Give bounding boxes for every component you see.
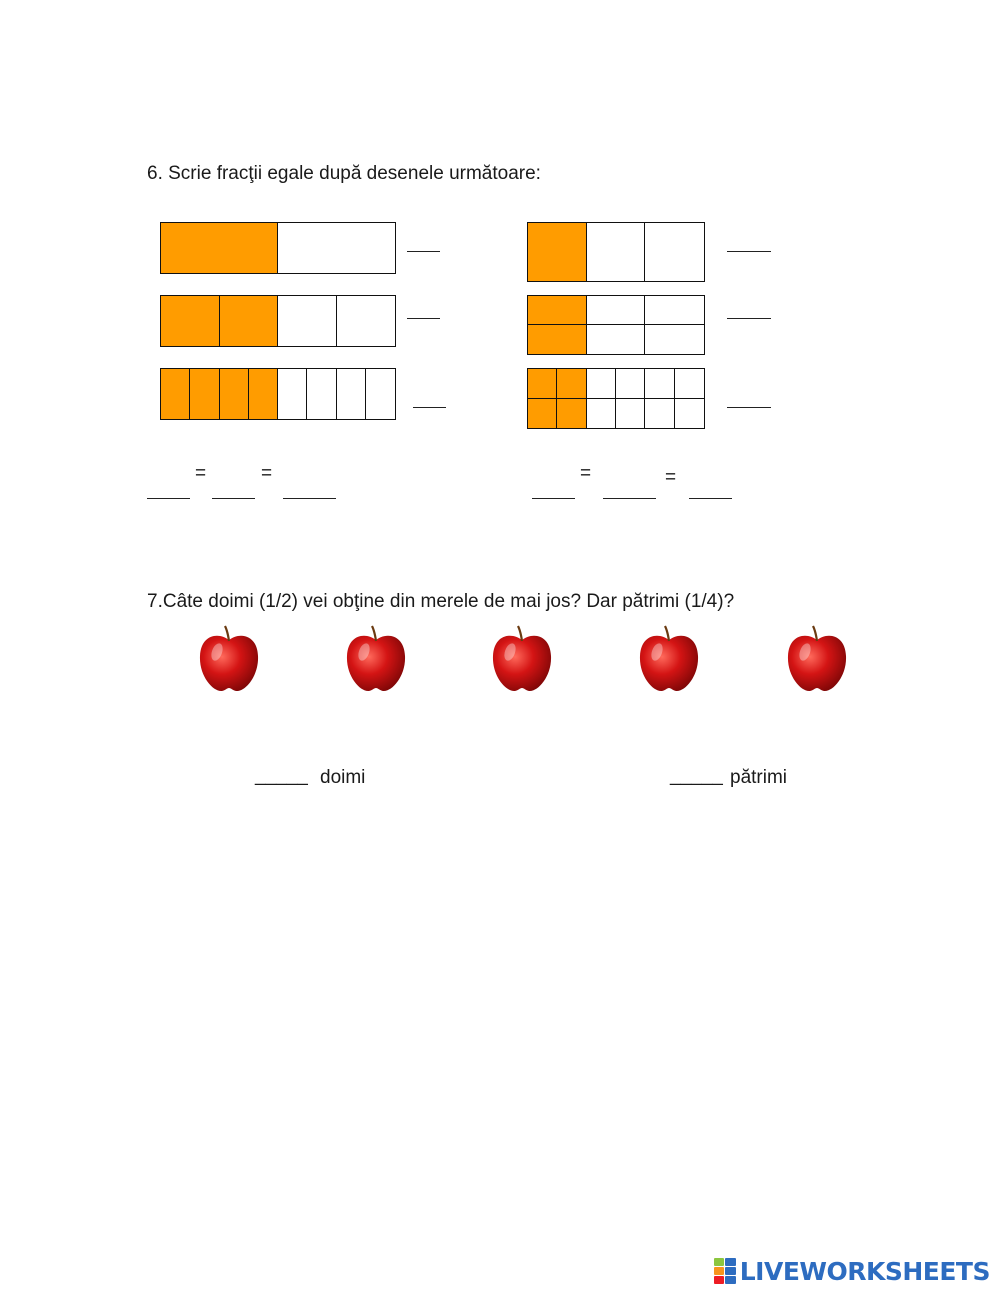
equality-blank-left-2[interactable] <box>212 498 255 499</box>
left-fraction-bar-3 <box>160 368 396 420</box>
empty-cell <box>675 399 704 429</box>
empty-cell <box>278 369 307 419</box>
empty-cell <box>645 296 704 325</box>
empty-cell <box>587 223 646 281</box>
empty-cell <box>278 223 395 273</box>
fraction-blank-left-1[interactable] <box>407 251 440 252</box>
shaded-cell <box>161 369 190 419</box>
equality-blank-left-3[interactable] <box>283 498 336 499</box>
left-fraction-bar-1 <box>160 222 396 274</box>
equals-sign: = <box>261 463 273 484</box>
empty-cell <box>587 325 646 354</box>
empty-cell <box>645 223 704 281</box>
empty-cell <box>587 369 616 399</box>
halves-label: doimi <box>320 767 366 788</box>
empty-cell <box>337 296 396 346</box>
right-fraction-bar-1 <box>527 222 705 282</box>
equality-blank-right-1[interactable] <box>532 498 575 499</box>
shaded-cell <box>249 369 278 419</box>
shaded-cell <box>557 369 586 399</box>
empty-cell <box>307 369 336 419</box>
equals-sign: = <box>580 463 592 484</box>
fraction-blank-right-2[interactable] <box>727 318 771 319</box>
equality-blank-left-1[interactable] <box>147 498 190 499</box>
equality-blank-right-3[interactable] <box>689 498 732 499</box>
empty-cell <box>616 369 645 399</box>
right-fraction-bar-3 <box>527 368 705 429</box>
shaded-cell <box>161 223 278 273</box>
apple-icon <box>344 624 408 694</box>
fraction-blank-left-3[interactable] <box>413 407 446 408</box>
shaded-cell <box>220 296 279 346</box>
shaded-cell <box>161 296 220 346</box>
empty-cell <box>337 369 366 419</box>
liveworksheets-logo <box>714 1254 990 1288</box>
fraction-blank-right-1[interactable] <box>727 251 771 252</box>
exercise-6-title: 6. Scrie fracţii egale după desenele următoare: <box>147 163 541 184</box>
liveworksheets-logo-icon <box>714 1258 736 1284</box>
halves-answer-blank[interactable]: _____ <box>255 765 308 786</box>
shaded-cell <box>528 399 557 429</box>
equality-blank-right-2[interactable] <box>603 498 656 499</box>
empty-cell <box>587 399 616 429</box>
empty-cell <box>587 296 646 325</box>
empty-cell <box>645 399 674 429</box>
shaded-cell <box>190 369 219 419</box>
fraction-blank-right-3[interactable] <box>727 407 771 408</box>
left-fraction-bar-2 <box>160 295 396 347</box>
shaded-cell <box>528 369 557 399</box>
shaded-cell <box>557 399 586 429</box>
empty-cell <box>675 369 704 399</box>
apple-icon <box>490 624 554 694</box>
fraction-blank-left-2[interactable] <box>407 318 440 319</box>
empty-cell <box>645 369 674 399</box>
equals-sign: = <box>195 463 207 484</box>
right-fraction-bar-2 <box>527 295 705 355</box>
empty-cell <box>645 325 704 354</box>
quarters-label: pătrimi <box>730 767 788 788</box>
shaded-cell <box>528 223 587 281</box>
empty-cell <box>616 399 645 429</box>
shaded-cell <box>220 369 249 419</box>
logo-text: LIVEWORKSHEETS <box>739 1256 990 1286</box>
equals-sign: = <box>665 467 677 488</box>
exercise-7-title: 7.Câte doimi (1/2) vei obţine din merele de mai jos? Dar pătrimi (1/4)? <box>147 591 735 612</box>
shaded-cell <box>528 296 587 325</box>
empty-cell <box>366 369 395 419</box>
apple-icon <box>785 624 849 694</box>
empty-cell <box>278 296 337 346</box>
apple-icon <box>637 624 701 694</box>
shaded-cell <box>528 325 587 354</box>
apple-icon <box>197 624 261 694</box>
quarters-answer-blank[interactable]: _____ <box>670 765 723 786</box>
